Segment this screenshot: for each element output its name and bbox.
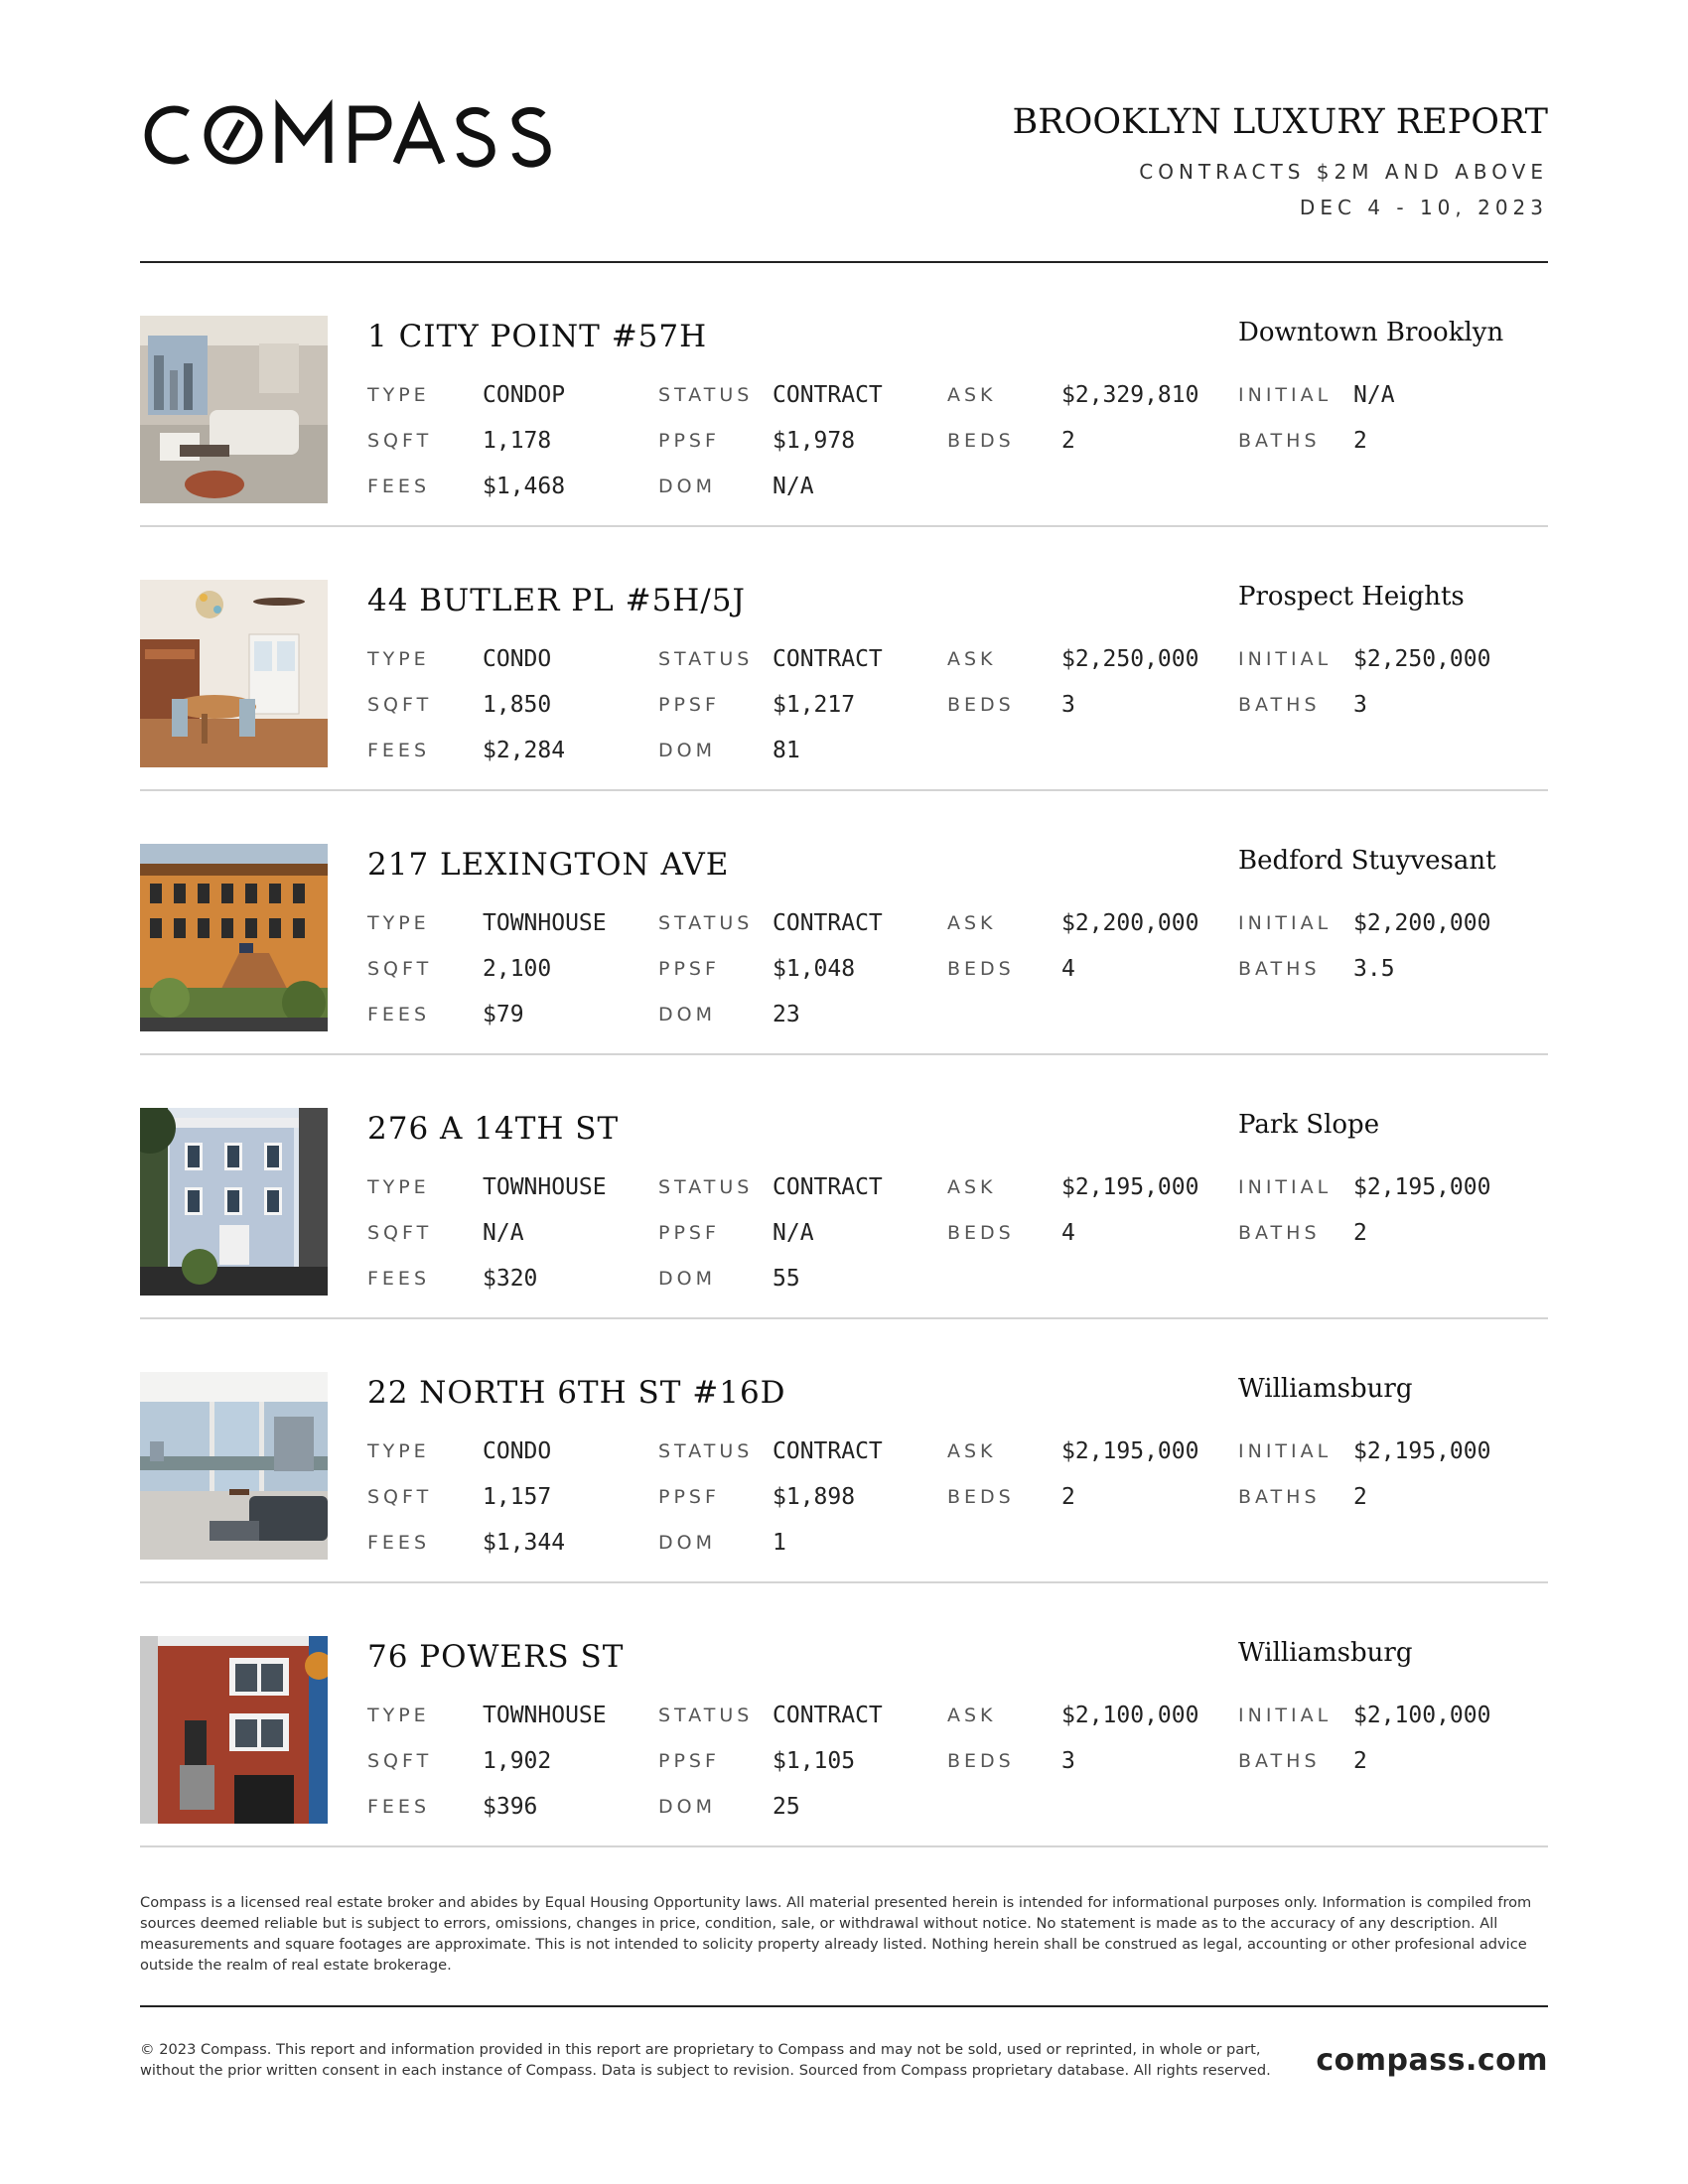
sqft-value: 1,178 xyxy=(483,428,552,454)
type-label: TYPE xyxy=(367,912,430,934)
ask-label: ASK xyxy=(947,1440,997,1462)
disclaimer: Compass is a licensed real estate broker and abides by Equal Housing Opportunity laws. All material presented herein is intended for informational purposes only. Information is compiled from sources deemed reliable but is subject to errors, omissions, changes in price, condition, sale, or withdrawal without notice. No statement is made as to the accuracy of any description. All measurements and square footages are approximate. This is not intended to solicity property already listed. Nothing herein shall be construed as legal, accounting or other profesional advice outside the realm of real estate brokerage. xyxy=(140,1894,1532,1974)
initial-label: INITIAL xyxy=(1238,1705,1333,1726)
status-value: CONTRACT xyxy=(773,382,883,408)
listing-row-3 xyxy=(140,791,1548,1055)
dom-value: 55 xyxy=(773,1266,800,1292)
type-label: TYPE xyxy=(367,648,430,670)
beds-value: 3 xyxy=(1061,692,1075,718)
compass-logo-icon xyxy=(140,99,562,171)
type-label: TYPE xyxy=(367,1176,430,1198)
beds-label: BEDS xyxy=(947,1750,1015,1772)
status-label: STATUS xyxy=(658,1176,754,1198)
listing-address: 76 POWERS ST xyxy=(367,1639,625,1675)
fees-label: FEES xyxy=(367,1796,430,1818)
sqft-label: SQFT xyxy=(367,958,433,980)
baths-label: BATHS xyxy=(1238,430,1321,452)
ask-label: ASK xyxy=(947,384,997,406)
initial-label: INITIAL xyxy=(1238,1440,1333,1462)
ppsf-value: $1,217 xyxy=(773,692,856,718)
initial-label: INITIAL xyxy=(1238,1176,1333,1198)
listing-row-5 xyxy=(140,1319,1548,1583)
fees-label: FEES xyxy=(367,740,430,761)
fees-value: $79 xyxy=(483,1002,524,1027)
beds-value: 3 xyxy=(1061,1748,1075,1774)
dom-label: DOM xyxy=(658,1796,716,1818)
initial-value: $2,200,000 xyxy=(1353,910,1491,936)
report-page xyxy=(140,0,1548,2184)
baths-value: 3 xyxy=(1353,692,1367,718)
dom-value: 25 xyxy=(773,1794,800,1820)
dom-value: 81 xyxy=(773,738,800,763)
sqft-value: 1,157 xyxy=(483,1484,552,1510)
type-label: TYPE xyxy=(367,1440,430,1462)
ask-value: $2,200,000 xyxy=(1061,910,1199,936)
ask-label: ASK xyxy=(947,1705,997,1726)
ppsf-value: $1,898 xyxy=(773,1484,856,1510)
type-value: TOWNHOUSE xyxy=(483,1703,607,1728)
status-label: STATUS xyxy=(658,1705,754,1726)
dom-value: N/A xyxy=(773,474,814,499)
sqft-value: 1,850 xyxy=(483,692,552,718)
beds-label: BEDS xyxy=(947,430,1015,452)
ppsf-label: PPSF xyxy=(658,958,720,980)
sqft-label: SQFT xyxy=(367,1750,433,1772)
ppsf-label: PPSF xyxy=(658,694,720,716)
baths-value: 2 xyxy=(1353,428,1367,454)
listing-neighborhood: Williamsburg xyxy=(1238,1374,1413,1404)
initial-value: $2,195,000 xyxy=(1353,1438,1491,1464)
type-label: TYPE xyxy=(367,1705,430,1726)
copyright-notice: © 2023 Compass. This report and information provided in this report are proprietary to Compass and may not be sold, used or reprinted, in whole or part, without the prior written consent in each instance of Compass. Data is subject to revision. Sourced from Compass proprietary database. All rights reserved. xyxy=(140,2041,1271,2079)
condo-window-photo[interactable] xyxy=(140,1372,328,1560)
status-value: CONTRACT xyxy=(773,1174,883,1200)
listing-address: 22 NORTH 6TH ST #16D xyxy=(367,1375,786,1411)
baths-label: BATHS xyxy=(1238,1486,1321,1508)
dom-label: DOM xyxy=(658,1268,716,1290)
listing-row-6 xyxy=(140,1583,1548,1847)
fees-label: FEES xyxy=(367,1532,430,1554)
beds-label: BEDS xyxy=(947,694,1015,716)
listing-neighborhood: Downtown Brooklyn xyxy=(1238,318,1504,347)
baths-label: BATHS xyxy=(1238,958,1321,980)
beds-label: BEDS xyxy=(947,1486,1015,1508)
initial-label: INITIAL xyxy=(1238,648,1333,670)
beds-value: 4 xyxy=(1061,956,1075,982)
sqft-value: N/A xyxy=(483,1220,524,1246)
ask-label: ASK xyxy=(947,912,997,934)
baths-value: 2 xyxy=(1353,1484,1367,1510)
townhouse-exterior-photo[interactable] xyxy=(140,1108,328,1296)
status-label: STATUS xyxy=(658,648,754,670)
sqft-value: 2,100 xyxy=(483,956,552,982)
ask-label: ASK xyxy=(947,648,997,670)
fees-value: $1,468 xyxy=(483,474,566,499)
report-header xyxy=(1013,97,1548,220)
ask-value: $2,329,810 xyxy=(1061,382,1199,408)
type-value: CONDO xyxy=(483,1438,552,1464)
listings xyxy=(140,263,1548,1847)
brick-house-photo[interactable] xyxy=(140,1636,328,1824)
ask-value: $2,195,000 xyxy=(1061,1174,1199,1200)
fees-label: FEES xyxy=(367,1004,430,1025)
status-value: CONTRACT xyxy=(773,1703,883,1728)
initial-value: $2,250,000 xyxy=(1353,646,1491,672)
ppsf-value: N/A xyxy=(773,1220,814,1246)
baths-label: BATHS xyxy=(1238,694,1321,716)
status-value: CONTRACT xyxy=(773,910,883,936)
type-value: TOWNHOUSE xyxy=(483,1174,607,1200)
sqft-label: SQFT xyxy=(367,430,433,452)
listing-row-4 xyxy=(140,1055,1548,1319)
sqft-label: SQFT xyxy=(367,1222,433,1244)
dom-label: DOM xyxy=(658,1004,716,1025)
report-date: DEC 4 - 10, 2023 xyxy=(1299,196,1548,219)
beds-value: 2 xyxy=(1061,1484,1075,1510)
dom-label: DOM xyxy=(658,740,716,761)
listing-neighborhood: Bedford Stuyvesant xyxy=(1238,846,1496,876)
baths-value: 2 xyxy=(1353,1220,1367,1246)
footer-divider xyxy=(140,2005,1548,2007)
type-value: CONDO xyxy=(483,646,552,672)
fees-value: $1,344 xyxy=(483,1530,566,1556)
ppsf-value: $1,105 xyxy=(773,1748,856,1774)
ppsf-label: PPSF xyxy=(658,430,720,452)
ask-label: ASK xyxy=(947,1176,997,1198)
fees-value: $2,284 xyxy=(483,738,566,763)
listing-address: 276 A 14TH ST xyxy=(367,1111,620,1147)
listing-address: 44 BUTLER PL #5H/5J xyxy=(367,583,746,618)
dom-value: 1 xyxy=(773,1530,786,1556)
type-value: TOWNHOUSE xyxy=(483,910,607,936)
beds-label: BEDS xyxy=(947,1222,1015,1244)
beds-label: BEDS xyxy=(947,958,1015,980)
dom-label: DOM xyxy=(658,476,716,497)
beds-value: 2 xyxy=(1061,428,1075,454)
dining-room-photo[interactable] xyxy=(140,580,328,767)
fees-value: $320 xyxy=(483,1266,538,1292)
listing-neighborhood: Park Slope xyxy=(1238,1110,1380,1140)
listing-neighborhood: Prospect Heights xyxy=(1238,582,1465,612)
ppsf-value: $1,978 xyxy=(773,428,856,454)
report-title: BROOKLYN LUXURY REPORT xyxy=(1012,102,1548,142)
sqft-label: SQFT xyxy=(367,1486,433,1508)
ppsf-label: PPSF xyxy=(658,1750,720,1772)
initial-value: N/A xyxy=(1353,382,1395,408)
ask-value: $2,250,000 xyxy=(1061,646,1199,672)
sqft-label: SQFT xyxy=(367,694,433,716)
ppsf-value: $1,048 xyxy=(773,956,856,982)
ppsf-label: PPSF xyxy=(658,1486,720,1508)
beds-value: 4 xyxy=(1061,1220,1075,1246)
baths-value: 2 xyxy=(1353,1748,1367,1774)
sqft-value: 1,902 xyxy=(483,1748,552,1774)
type-value: CONDOP xyxy=(483,382,566,408)
status-label: STATUS xyxy=(658,384,754,406)
listing-address: 1 CITY POINT #57H xyxy=(367,319,708,354)
baths-label: BATHS xyxy=(1238,1750,1321,1772)
status-value: CONTRACT xyxy=(773,1438,883,1464)
website-link[interactable]: compass.com xyxy=(1316,2043,1548,2078)
compass-logo xyxy=(140,99,562,171)
status-value: CONTRACT xyxy=(773,646,883,672)
status-label: STATUS xyxy=(658,912,754,934)
type-label: TYPE xyxy=(367,384,430,406)
report-subtitle: CONTRACTS $2M AND ABOVE xyxy=(1139,160,1548,184)
fees-label: FEES xyxy=(367,476,430,497)
ppsf-label: PPSF xyxy=(658,1222,720,1244)
listing-neighborhood: Williamsburg xyxy=(1238,1638,1413,1668)
dom-value: 23 xyxy=(773,1002,800,1027)
status-label: STATUS xyxy=(658,1440,754,1462)
listing-row-2 xyxy=(140,527,1548,791)
living-room-photo[interactable] xyxy=(140,316,328,503)
baths-value: 3.5 xyxy=(1353,956,1395,982)
initial-value: $2,100,000 xyxy=(1353,1703,1491,1728)
fees-value: $396 xyxy=(483,1794,538,1820)
initial-label: INITIAL xyxy=(1238,384,1333,406)
baths-label: BATHS xyxy=(1238,1222,1321,1244)
brownstone-exterior-photo[interactable] xyxy=(140,844,328,1031)
listing-address: 217 LEXINGTON AVE xyxy=(367,847,730,883)
dom-label: DOM xyxy=(658,1532,716,1554)
listing-row-1 xyxy=(140,263,1548,527)
fees-label: FEES xyxy=(367,1268,430,1290)
initial-label: INITIAL xyxy=(1238,912,1333,934)
ask-value: $2,195,000 xyxy=(1061,1438,1199,1464)
ask-value: $2,100,000 xyxy=(1061,1703,1199,1728)
initial-value: $2,195,000 xyxy=(1353,1174,1491,1200)
